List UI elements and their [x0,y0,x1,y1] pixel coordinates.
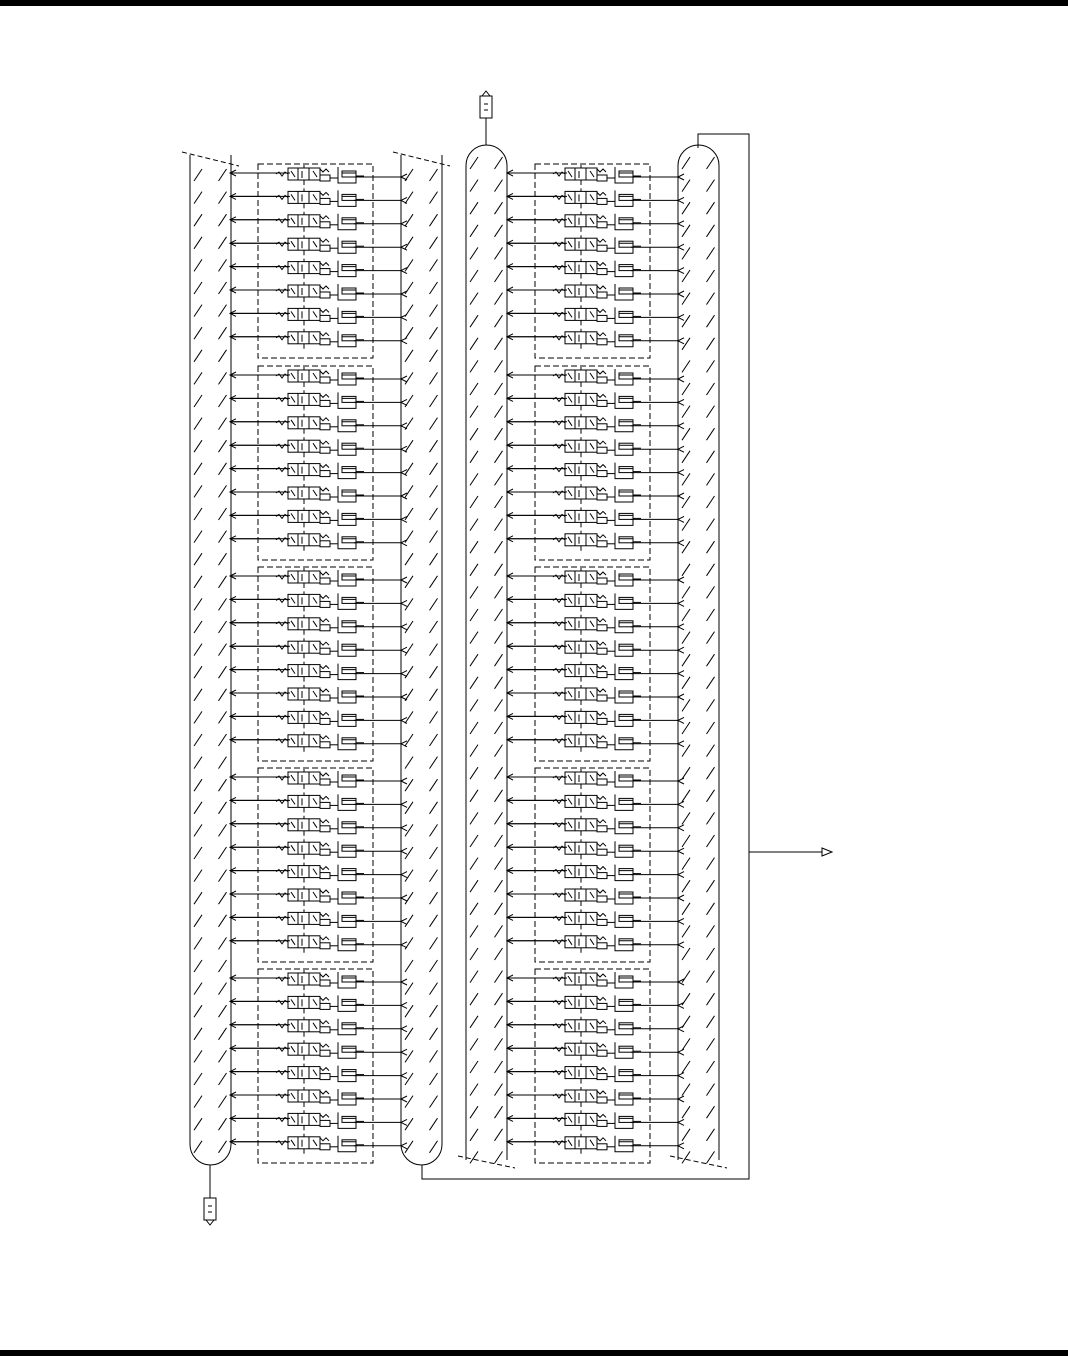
solenoid-valve [230,886,407,906]
solenoid-valve [507,993,684,1013]
valve-group-frame [258,366,373,560]
solenoid-valve [507,390,684,410]
solenoid-valve [507,1064,684,1084]
valve-group [230,567,407,761]
supply-port-arrow-icon [822,848,832,856]
solenoid-valve [230,816,407,836]
solenoid-valve [230,638,407,658]
exhaust-header-1 [182,152,239,1165]
solenoid-valve [230,367,407,387]
solenoid-valve [507,732,684,752]
solenoid-valve [507,212,684,232]
solenoid-valve [230,235,407,255]
solenoid-valve [230,1134,407,1154]
bottom-rule [0,1350,1068,1356]
solenoid-valve [230,212,407,232]
solenoid-valve [230,507,407,527]
solenoid-valve [507,367,684,387]
solenoid-valve [507,1087,684,1107]
solenoid-valve [230,329,407,349]
solenoid-valve [507,970,684,990]
solenoid-valve [507,259,684,279]
solenoid-valve [230,568,407,588]
solenoid-valve [507,165,684,185]
valve-group-frame [535,567,650,761]
valve-group-frame [535,768,650,962]
solenoid-valve [507,933,684,953]
solenoid-valve [507,305,684,325]
solenoid-valve [507,437,684,457]
exhaust-muffler-icon [480,91,492,118]
solenoid-valve [507,484,684,504]
solenoid-valve [230,390,407,410]
valve-group-frame [535,969,650,1163]
solenoid-valve [230,863,407,883]
solenoid-valve [230,909,407,929]
solenoid-valve [230,282,407,302]
solenoid-valve [507,839,684,859]
valve-group [507,768,684,962]
solenoid-valve [507,414,684,434]
valve-group [230,366,407,560]
valve-column-left [230,164,407,1163]
solenoid-valve [230,1110,407,1130]
solenoid-valve [507,591,684,611]
solenoid-valve [507,507,684,527]
solenoid-valve [507,568,684,588]
exhaust-header-2 [458,145,515,1168]
supply-header-1 [393,152,450,1165]
solenoid-valve [230,993,407,1013]
solenoid-valve [230,1064,407,1084]
solenoid-valve [507,886,684,906]
solenoid-valve [507,909,684,929]
solenoid-valve [230,484,407,504]
solenoid-valve [507,708,684,728]
valve-group-frame [258,164,373,358]
solenoid-valve [507,769,684,789]
valve-group-frame [258,768,373,962]
valve-group [230,164,407,358]
valve-group [230,969,407,1163]
solenoid-valve [507,1134,684,1154]
solenoid-valve [507,615,684,635]
solenoid-valve [230,933,407,953]
solenoid-valve [230,1087,407,1107]
top-rule [0,0,1068,6]
solenoid-valve [507,235,684,255]
solenoid-valve [507,282,684,302]
solenoid-valve [230,1017,407,1037]
solenoid-valve [507,863,684,883]
valve-group [507,567,684,761]
solenoid-valve [230,839,407,859]
solenoid-valve [507,188,684,208]
solenoid-valve [507,1040,684,1060]
valve-group-frame [535,366,650,560]
solenoid-valve [230,414,407,434]
valve-group [230,768,407,962]
solenoid-valve [230,1040,407,1060]
solenoid-valve [507,329,684,349]
solenoid-valve [507,531,684,551]
solenoid-valve [230,970,407,990]
solenoid-valve [507,461,684,481]
solenoid-valve [507,1017,684,1037]
solenoid-valve [230,708,407,728]
solenoid-valve [507,1110,684,1130]
solenoid-valve [507,662,684,682]
solenoid-valve [230,732,407,752]
valve-group [507,969,684,1163]
solenoid-valve [230,188,407,208]
solenoid-valve [230,685,407,705]
solenoid-valve [507,816,684,836]
solenoid-valve [230,792,407,812]
solenoid-valve [230,615,407,635]
valve-group-frame [258,969,373,1163]
solenoid-valve [230,461,407,481]
exhaust-muffler-icon [204,1198,216,1225]
solenoid-valve [230,769,407,789]
valve-group-frame [535,164,650,358]
solenoid-valve [507,685,684,705]
solenoid-valve [230,662,407,682]
valve-group [507,366,684,560]
solenoid-valve [230,591,407,611]
valve-group [507,164,684,358]
valve-group-frame [258,567,373,761]
solenoid-valve [230,305,407,325]
solenoid-valve [230,531,407,551]
solenoid-valve [507,638,684,658]
valve-column-right [507,164,684,1163]
solenoid-valve [230,437,407,457]
solenoid-valve [507,792,684,812]
solenoid-valve [230,165,407,185]
supply-header-2 [670,145,727,1168]
solenoid-valve [230,259,407,279]
